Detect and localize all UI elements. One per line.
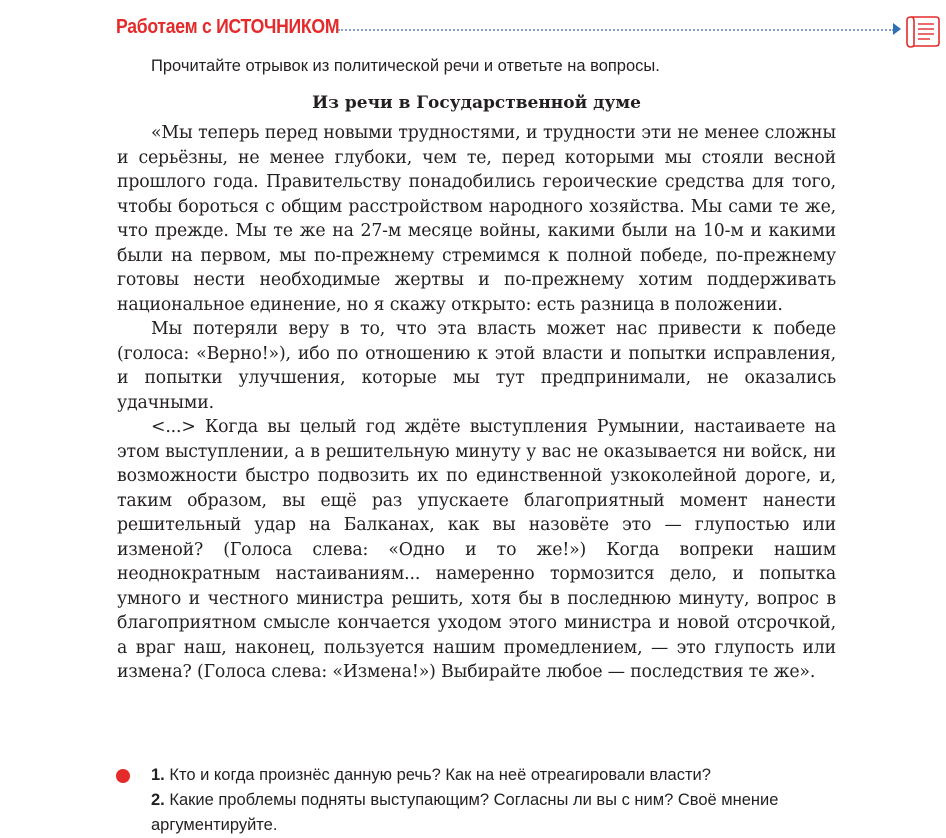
question-item <box>151 763 846 788</box>
paragraph: «Мы теперь перед новыми трудностями, и трудности эти не менее сложны и серьёзны, не менее глубоки, чем те, перед которыми мы стояли весной прошлого года. Правительству понадобились героические средства для того, чтобы бороться с общим расстройством народного хозяйства. Мы сами те же, что прежде. Мы те же на 27-м месяце войны, какими были на 10-м и какими были на первом, мы по-прежнему стремимся к полной победе, по-прежнему готовы нести необходимые жертвы и по-прежнему хотим поддерживать национальное единение, но я скажу открыто: есть разница в положении. <box>117 123 836 315</box>
question-text: Кто и когда произнёс данную речь? Как на неё отреагировали власти? <box>169 766 711 784</box>
task-instruction: Прочитайте отрывок из политической речи и ответьте на вопросы. <box>151 57 660 75</box>
red-bullet-icon <box>116 769 130 783</box>
question-text: Какие проблемы подняты выступающим? Согласны ли вы с ним? Своё мнение аргументируйте. <box>151 791 779 834</box>
questions-list <box>116 763 846 838</box>
question-number: 2. <box>151 791 165 809</box>
header-dotted-line <box>338 29 894 31</box>
speech-excerpt <box>117 121 836 685</box>
section-header <box>116 14 836 48</box>
question-number: 1. <box>151 766 165 784</box>
document-scroll-icon <box>902 14 942 48</box>
section-title: Работаем с ИСТОЧНИКОМ <box>116 16 340 38</box>
question-item <box>151 788 846 838</box>
document-title: Из речи в Государственной думе <box>312 93 641 113</box>
paragraph: <...> Когда вы целый год ждёте выступления Румынии, настаиваете на этом выступлении, а в решительную минуту у вас не оказывается ни войск, ни возможности быстро подвозить их по единственной узкоколейной дороге, и, таким образом, вы ещё раз упускаете благоприятный момент нанести решительный удар на Балканах, как вы назовёте это — глупостью или изменой? (Голоса слева: «Одно и то же!») Когда вопреки нашим неоднократным настаиваниям... намеренно тормозится дело, и попытка умного и честного министра решить, хотя бы в последнюю минуту, вопрос в благоприятном смысле кончается уходом этого министра и новой отсрочкой, а враг наш, наконец, пользуется нашим промедлением, — это глупость или измена? (Голоса слева: «Измена!») Выбирайте любое — последствия те же». <box>117 417 836 682</box>
header-arrow-icon <box>893 23 901 35</box>
paragraph: Мы потеряли веру в то, что эта власть может нас привести к победе (голоса: «Верно!»), ибо по отношению к этой власти и попытки исправления, и попытки улучшения, которые мы тут предпринимали, не оказались удачными. <box>117 319 836 413</box>
